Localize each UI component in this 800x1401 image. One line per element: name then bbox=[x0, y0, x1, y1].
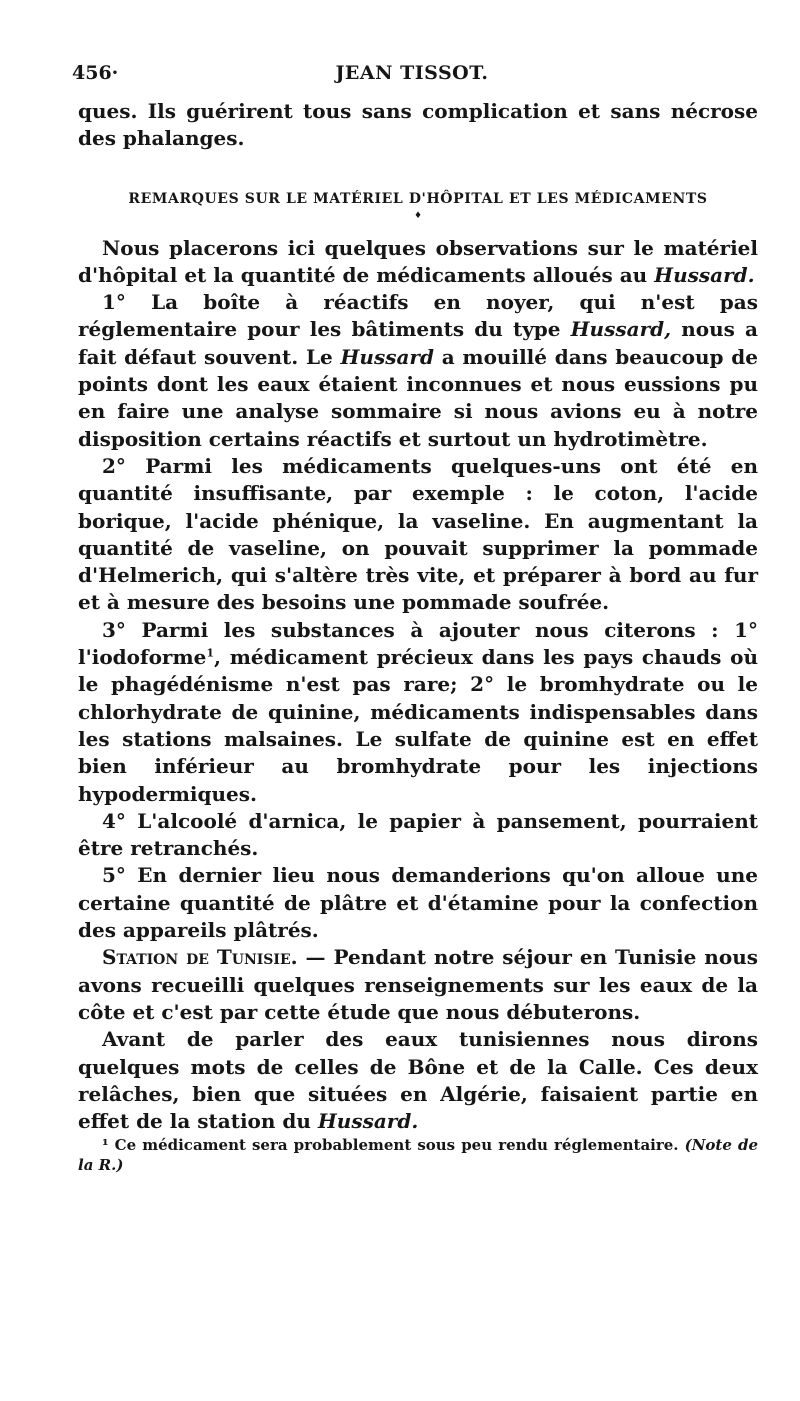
paragraph: Station de Tunisie. — Pendant notre séjour en Tunisie nous avons recueilli quelques renseignements sur les eaux de la côte et c'est par cette étude que nous débuterons. bbox=[78, 945, 758, 1024]
paragraph: Avant de parler des eaux tunisiennes nous dirons quelques mots de celles de Bône et de la Calle. Ces deux relâches, bien que situées en Algérie, faisaient partie en effet de la station du Hussard. bbox=[78, 1027, 758, 1134]
section-heading: REMARQUES SUR LE MATÉRIEL D'HÔPITAL ET LES MÉDICAMENTS bbox=[128, 190, 708, 207]
page-header bbox=[72, 62, 752, 90]
paragraph: Nous placerons ici quelques observations sur le matériel d'hôpital et la quantité de médicaments alloués au Hussard. bbox=[78, 235, 758, 287]
paragraph: 5° En dernier lieu nous demanderions qu'on alloue une certaine quantité de plâtre et d'étamine pour la confection des appareils plâtrés. bbox=[78, 863, 758, 943]
body-text bbox=[78, 98, 758, 1175]
footnote-ref: 1 bbox=[206, 646, 215, 660]
paragraph: 4° L'alcoolé d'arnica, le papier à pansement, pourraient être retranchés. bbox=[78, 808, 758, 861]
section-lead: Station de Tunisie. bbox=[102, 945, 298, 970]
footnote: ¹ Ce médicament sera probablement sous peu rendu réglementaire. (Note de la R.) bbox=[78, 1136, 758, 1175]
paragraph-continuation: ques. Ils guérirent tous sans complication et sans nécrose des phalanges. bbox=[78, 99, 758, 151]
ornament-icon: ♦ bbox=[413, 210, 423, 221]
running-head: JEAN TISSOT. bbox=[335, 62, 489, 84]
page-number: 456· bbox=[72, 62, 119, 84]
paragraph: 1° La boîte à réactifs en noyer, qui n'est pas réglementaire pour les bâtiments du type Hussard, nous a fait défaut souvent. Le Hussard a mouillé dans beaucoup de points dont les eaux étaient inconnues et nous eussions pu en faire une analyse sommaire si nous avions eu à notre disposition certains réactifs et surtout un hydrotimètre. bbox=[78, 290, 758, 451]
paragraph: 3° Parmi les substances à ajouter nous citerons : 1° l'iodoforme$^1$, médicament précieux dans les pays chauds où le phagédénisme n'est pas rare; 2° le bromhydrate ou le chlorhydrate de quinine, médicaments indispensables dans les stations malsaines. Le sulfate de quinine est en effet bien inférieur au bromhydrate pour les injections hypodermiques. bbox=[78, 617, 758, 806]
paragraph: 2° Parmi les médicaments quelques-uns ont été en quantité insuffisante, par exemple : le coton, l'acide borique, l'acide phénique, la vaseline. En augmentant la quantité de vaseline, on pouvait supprimer la pommade d'Helmerich, qui s'altère très vite, et préparer à bord au fur et à mesure des besoins une pommade soufrée. bbox=[78, 453, 758, 615]
